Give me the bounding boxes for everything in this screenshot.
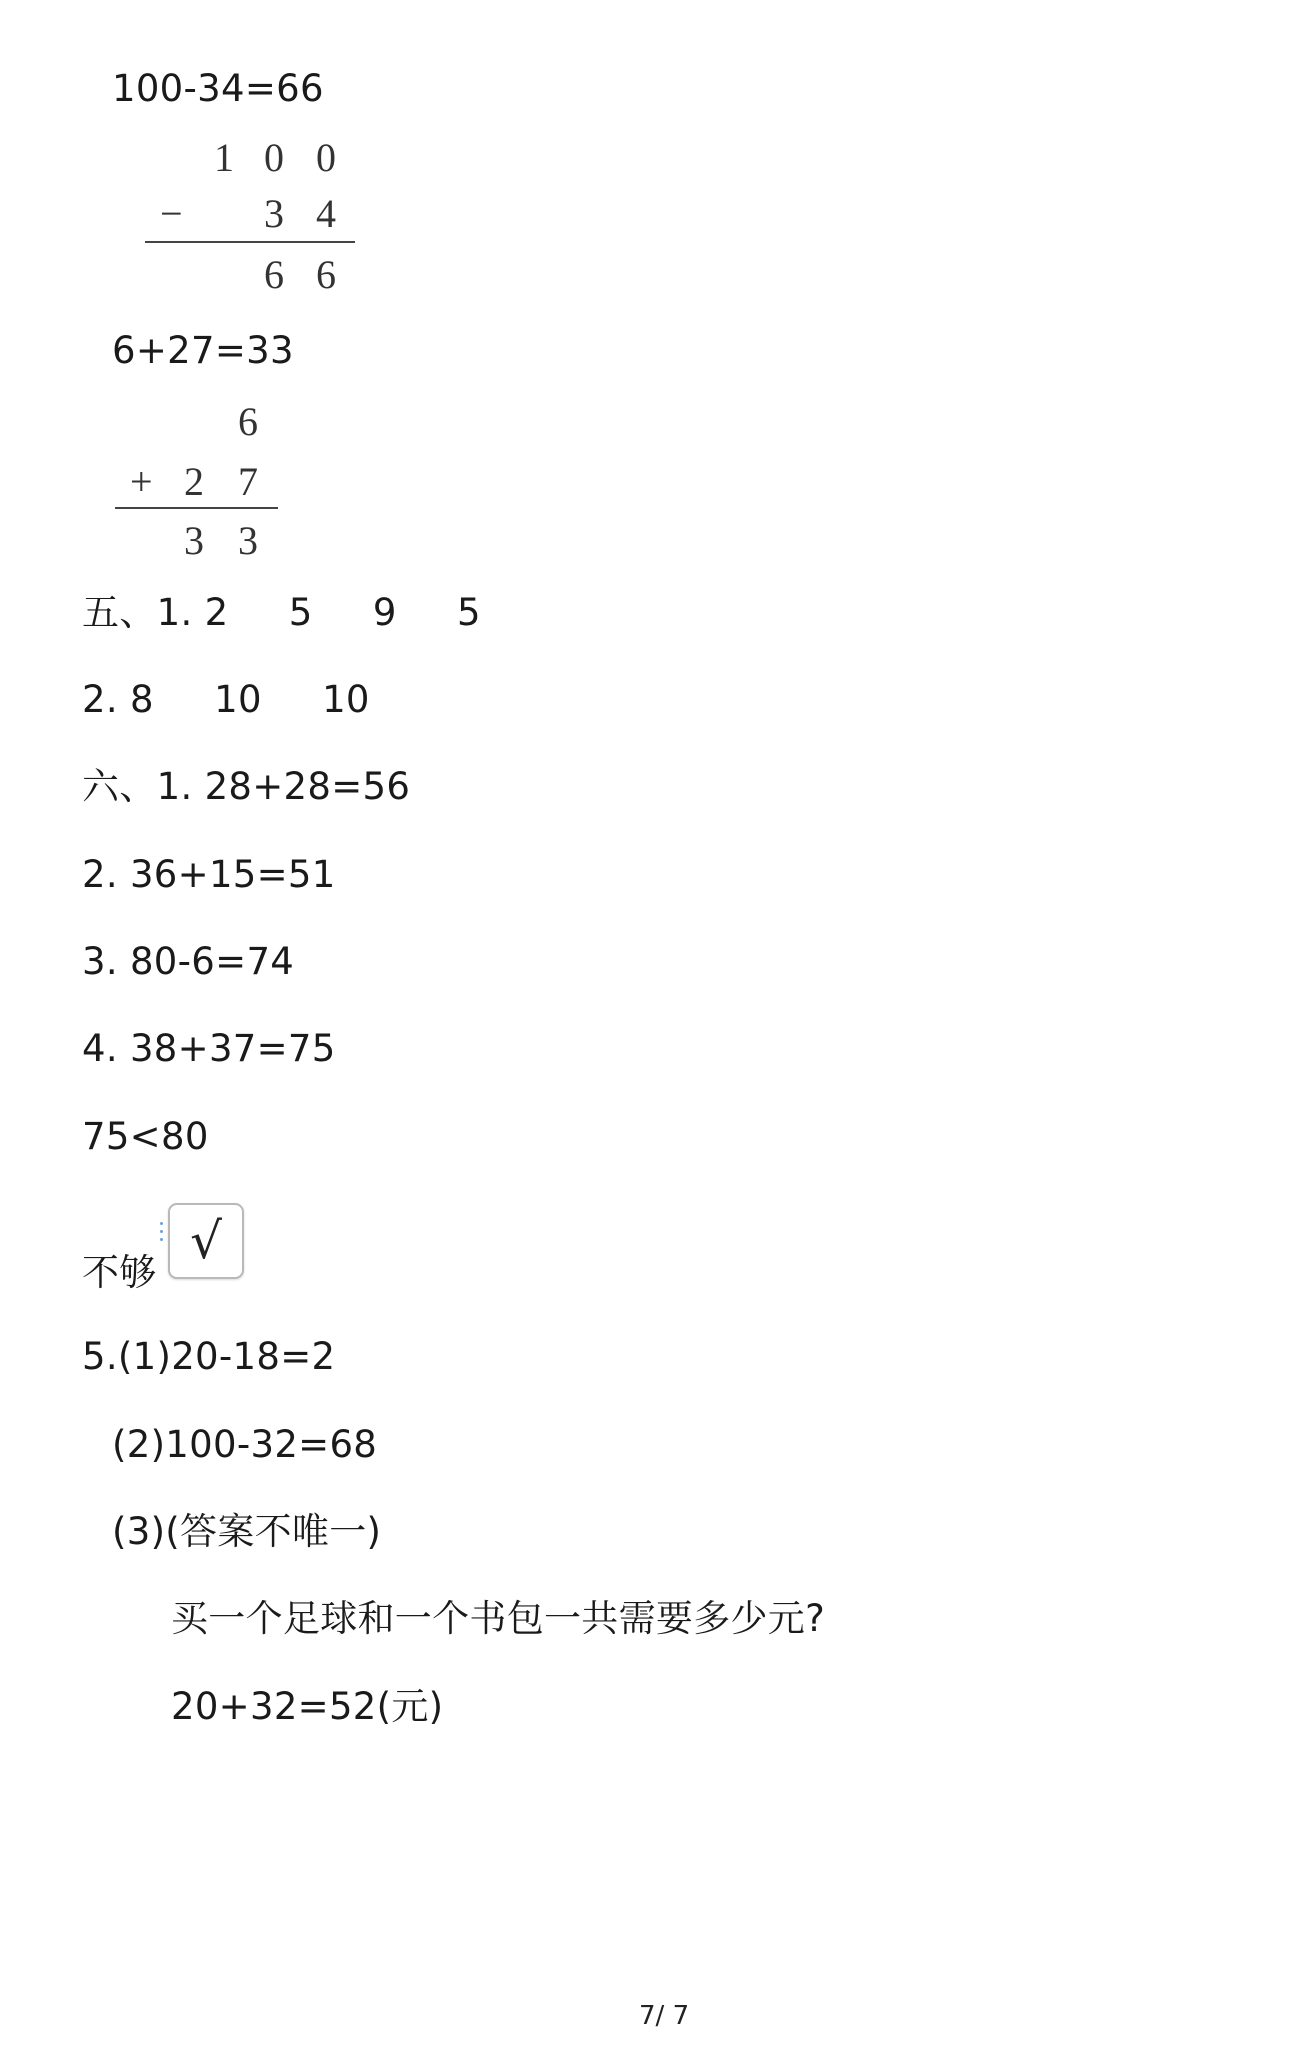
digit: 1: [214, 135, 234, 180]
digit: 2: [184, 459, 204, 504]
digit: 6: [238, 399, 258, 444]
check-box[interactable]: [168, 1203, 244, 1279]
section-6-q4: 4. 38+37=75: [82, 1027, 336, 1070]
digit: 3: [264, 191, 284, 236]
section-5-line-2: 2. 8 10 10: [82, 678, 370, 721]
equation-100-34: 100-34=66: [112, 67, 324, 110]
section-6-q5-1: 5.(1)20-18=2: [82, 1335, 336, 1378]
section-5-line-1: 五、1. 2 5 9 5: [82, 591, 481, 634]
comparison: 75<80: [82, 1115, 209, 1158]
digit: 0: [264, 135, 284, 180]
plus-operator: +: [130, 459, 153, 504]
anchor-dots: [160, 1222, 164, 1248]
sum-rule: [145, 241, 355, 243]
section-6-q5-3-question: 买一个足球和一个书包一共需要多少元?: [171, 1597, 826, 1640]
section-6-q1: 六、1. 28+28=56: [82, 765, 411, 808]
digit: 0: [316, 135, 336, 180]
section-6-q5-3-answer: 20+32=52(元): [171, 1685, 444, 1728]
digit: 3: [184, 518, 204, 563]
equation-6-27: 6+27=33: [112, 329, 294, 372]
sum-rule: [115, 507, 278, 509]
page-indicator: 7/ 7: [639, 2001, 690, 2031]
digit: 3: [238, 518, 258, 563]
digit: 7: [238, 459, 258, 504]
section-6-q5-2: (2)100-32=68: [112, 1423, 378, 1466]
check-mark-icon: √: [190, 1212, 222, 1270]
minus-operator: −: [160, 191, 183, 236]
digit: 4: [316, 191, 336, 236]
digit: 6: [316, 252, 336, 297]
section-6-q5-3: (3)(答案不唯一): [112, 1510, 382, 1553]
section-6-q3: 3. 80-6=74: [82, 940, 295, 983]
section-6-q2: 2. 36+15=51: [82, 853, 336, 896]
not-enough-label: 不够: [82, 1251, 157, 1294]
digit: 6: [264, 252, 284, 297]
